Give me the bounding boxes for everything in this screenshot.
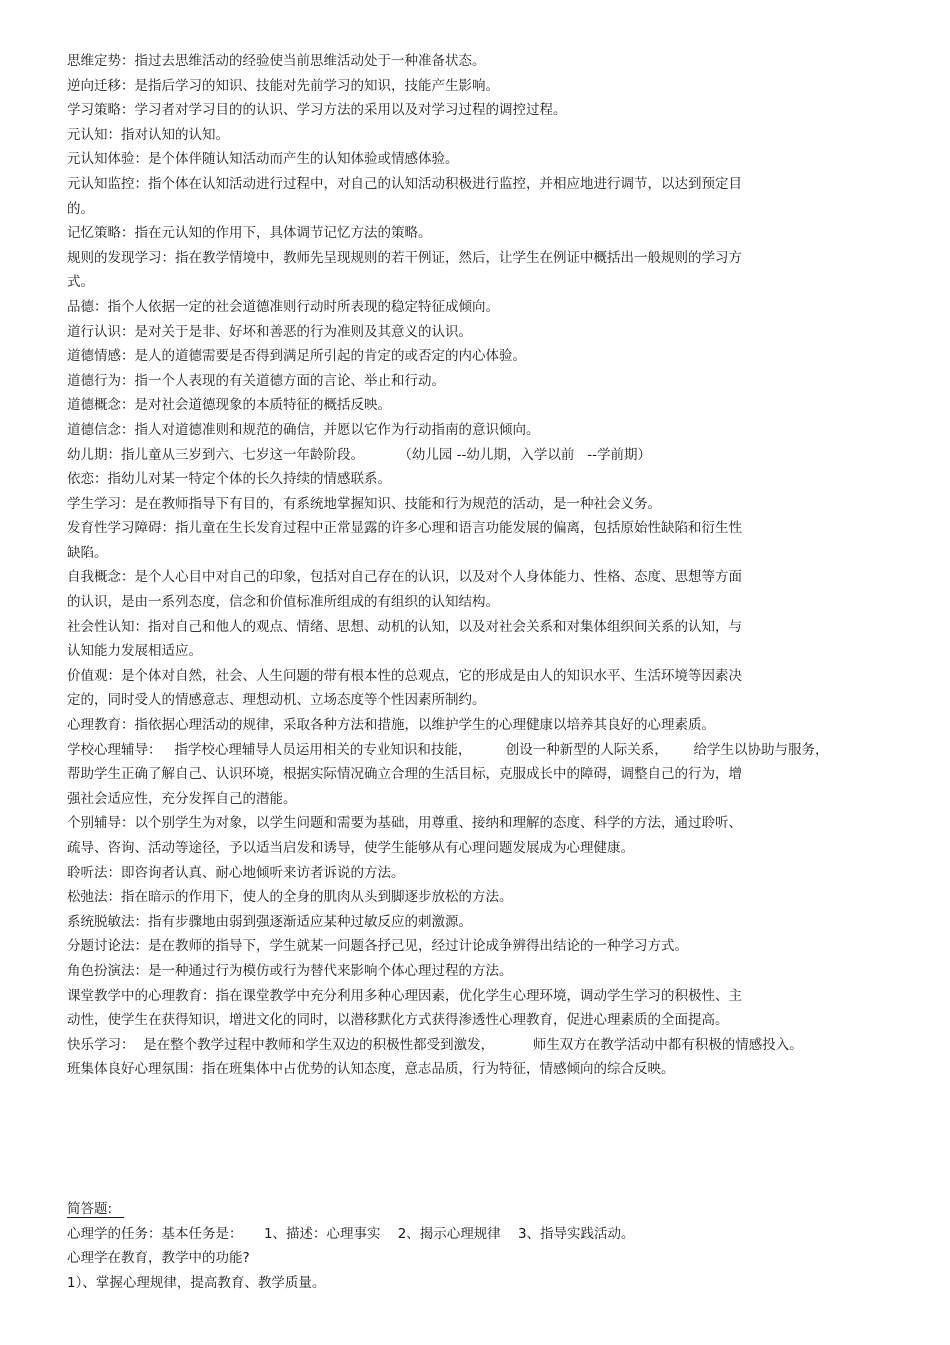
text-line: 式。	[67, 274, 94, 291]
text-line: 思维定势：指过去思维活动的经验使当前思维活动处于一种准备状态。	[67, 53, 486, 69]
text-line: 道德行为：指一个人表现的有关道德方面的言论、举止和行动。	[67, 372, 445, 389]
text-line: 疏导、咨询、活动等途径，予以适当启发和诱导，使学生能够从有心理问题发展成为心理健康。	[67, 840, 634, 856]
text-line: 道行认识：是对关于是非、好坏和善恶的行为准则及其意义的认识。	[67, 323, 472, 340]
text-line: 道德概念：是对社会道德现象的本质特征的概括反映。	[67, 397, 391, 414]
text-line: 自我概念：是个人心目中对自己的印象，包括对自己存在的认识，以及对个人身体能力、性格、态度、思想等方面	[67, 569, 742, 586]
text-line: 强社会适应性，充分发挥自己的潜能。	[67, 790, 297, 807]
text-line: 记忆策略：指在元认知的作用下，具体调节记忆方法的策略。	[67, 225, 432, 242]
text-line: 的认识，是由一系列态度，信念和价值标准所组成的有组织的认知结构。	[67, 594, 499, 611]
section-heading: 简答题:	[67, 1197, 897, 1222]
text-line: 角色扮演法：是一种通过行为模仿或行为替代来影响个体心理过程的方法。	[67, 962, 513, 979]
text-line: 学校心理辅导： 指学校心理辅导人员运用相关的专业知识和技能， 创设一种新型的人际关系， 给学生以协助与服务，	[67, 741, 829, 758]
short-answer-lines	[67, 1222, 897, 1296]
text-line: 定的，同时受人的情感意志、理想动机、立场态度等个性因素所制约。	[67, 692, 486, 709]
text-line: 学习策略：学习者对学习目的的认识、学习方法的采用以及对学习过程的调控过程。	[67, 102, 567, 119]
text-line: 帮助学生正确了解自己、认识环境，根据实际情况确立合理的生活目标，克服成长中的障碍，调整自己的行为，增	[67, 766, 742, 783]
text-line: 班集体良好心理氛围：指在班集体中占优势的认知态度，意志品质，行为特征，情感倾向的综合反映。	[67, 1061, 675, 1078]
text-line: 品德：指个人依据一定的社会道德准则行动时所表现的稳定特征成倾向。	[67, 298, 499, 315]
text-line: 认知能力发展相适应。	[67, 643, 202, 660]
text-line: 缺陷。	[67, 544, 108, 561]
text-line: 快乐学习： 是在整个教学过程中教师和学生双边的积极性都受到激发， 师生双方在教学活动中都有积极的情感投入。	[67, 1036, 803, 1053]
text-line: 元认知监控：指个体在认知活动进行过程中，对自己的认知活动积极进行监控，并相应地进行调节，以达到预定目	[67, 175, 742, 192]
text-line: 个别辅导：以个别学生为对象，以学生问题和需要为基础，用尊重、接纳和理解的态度、科学的方法，通过聆听、	[67, 815, 742, 832]
text-line: 价值观：是个体对自然，社会、人生问题的带有根本性的总观点，它的形成是由人的知识水平、生活环境等因素决	[67, 667, 742, 684]
text-line: 幼儿期：指儿童从三岁到六、七岁这一年龄阶段。 （幼儿园 --幼儿期，入学以前 --学前期）	[67, 446, 651, 463]
text-line: 依恋：指幼儿对某一特定个体的长久持续的情感联系。	[67, 471, 391, 488]
text-line: 逆向迁移：是指后学习的知识、技能对先前学习的知识，技能产生影响。	[67, 77, 499, 94]
definitions-list	[67, 49, 897, 1082]
text-line: 道德情感：是人的道德需要是否得到满足所引起的肯定的或否定的内心体验。	[67, 348, 526, 365]
text-line: 发育性学习障碍：指儿童在生长发育过程中正常显露的许多心理和语言功能发展的偏离，包括原始性缺陷和衍生性	[67, 520, 742, 537]
text-line: 元认知体验：是个体伴随认知活动而产生的认知体验或情感体验。	[67, 151, 459, 168]
text-line: 道德信念：指人对道德准则和规范的确信，并愿以它作为行动指南的意识倾向。	[67, 421, 540, 438]
text-line: 的。	[67, 200, 94, 217]
text-line: 分题讨论法：是在教师的指导下，学生就某一问题各抒己见，经过计论成争辨得出结论的一种学习方式。	[67, 938, 688, 955]
text-line: 系统脱敏法：指有步骤地由弱到强逐渐适应某种过敏反应的刺激源。	[67, 913, 472, 930]
text-line: 心理教育：指依据心理活动的规律，采取各种方法和措施，以维护学生的心理健康以培养其良好的心理素质。	[67, 717, 715, 734]
text-line: 元认知：指对认知的认知。	[67, 126, 229, 143]
text-line: 心理学的任务：基本任务是： 1、描述：心理事实 2、揭示心理规律 3、指导实践活动。	[67, 1225, 635, 1242]
text-line: 松弛法：指在暗示的作用下，使人的全身的肌肉从头到脚逐步放松的方法。	[67, 889, 513, 906]
short-answer-section	[67, 1197, 897, 1295]
text-line: 学生学习：是在教师指导下有目的，有系统地掌握知识、技能和行为规范的活动，是一种社会义务。	[67, 495, 661, 512]
text-line: 社会性认知：指对自己和他人的观点、情绪、思想、动机的认知，以及对社会关系和对集体组织间关系的认知，与	[67, 618, 742, 635]
text-line: 课堂教学中的心理教育：指在课堂教学中充分利用多种心理因素，优化学生心理环境，调动学生学习的积极性、主	[67, 987, 742, 1004]
text-line: 聆听法：即咨询者认真、耐心地倾听来访者诉说的方法。	[67, 864, 405, 881]
text-line: 心理学在教育，教学中的功能?	[67, 1250, 250, 1267]
text-line: 动性，使学生在获得知识，增进文化的同时，以潜移默化方式获得渗透性心理教育，促进心理素质的全面提高。	[67, 1012, 729, 1029]
text-line: 规则的发现学习：指在教学情境中，教师先呈现规则的若干例证，然后，让学生在例证中概括出一般规则的学习方	[67, 249, 742, 266]
text-line: 1）、掌握心理规律，提高教育、教学质量。	[67, 1274, 326, 1291]
